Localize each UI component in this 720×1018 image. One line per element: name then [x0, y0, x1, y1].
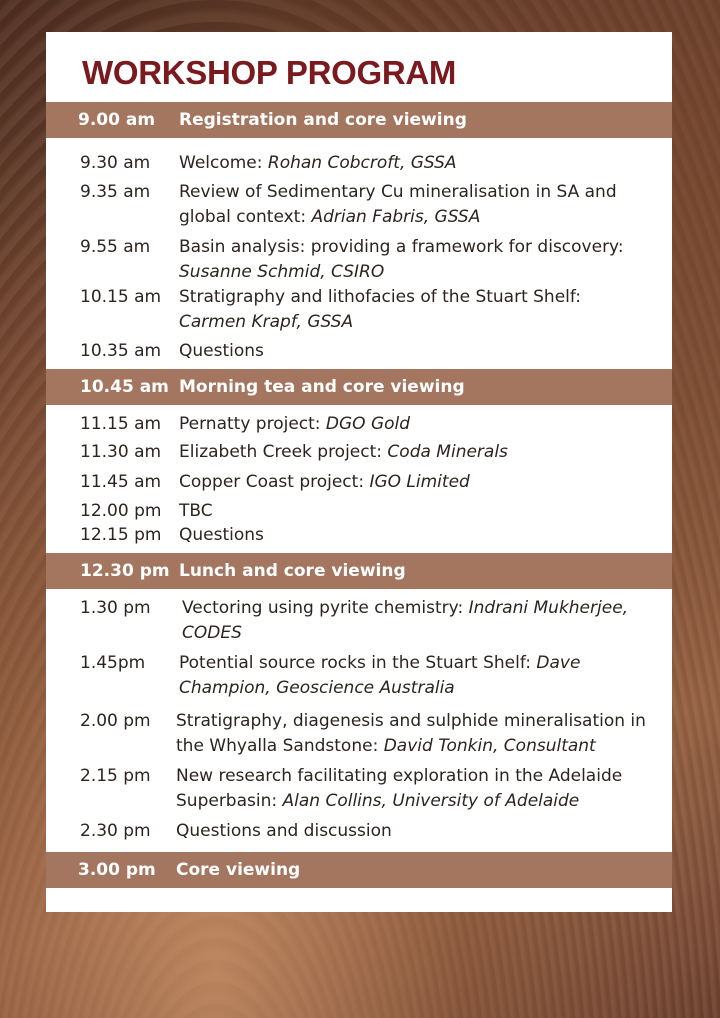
row-description [179, 412, 649, 437]
row-text: Vectoring using pyrite chemistry: [182, 598, 469, 618]
row-text: Questions [179, 525, 264, 545]
row-description [176, 819, 646, 844]
row-speaker: Coda Minerals [387, 442, 508, 462]
row-description [179, 440, 649, 465]
row-text: Questions [179, 341, 264, 361]
section-header-core-viewing [46, 852, 672, 888]
row-time: 10.35 am [80, 341, 162, 361]
row-speaker: Rohan Cobcroft, GSSA [267, 153, 457, 173]
program-card [46, 32, 672, 912]
row-speaker: Alan Collins, University of Adelaide [282, 791, 580, 811]
row-description [179, 523, 649, 548]
row-text: Elizabeth Creek project: [179, 442, 388, 462]
section-time: 3.00 pm [78, 860, 156, 880]
row-time: 9.30 am [80, 153, 151, 173]
section-header-lunch [46, 553, 672, 589]
section-label: Morning tea and core viewing [179, 377, 465, 397]
row-description [176, 709, 654, 759]
row-speaker: Carmen Krapf, GSSA [179, 312, 354, 332]
row-text: Potential source rocks in the Stuart Shelf: [179, 653, 537, 673]
row-time: 2.00 pm [80, 711, 151, 731]
row-time: 1.45pm [80, 653, 146, 673]
section-header-morning-tea [46, 369, 672, 405]
row-text: Welcome: [179, 153, 268, 173]
row-time: 9.35 am [80, 182, 151, 202]
section-label: Core viewing [176, 860, 301, 880]
row-time: 2.15 pm [80, 766, 151, 786]
row-speaker: Adrian Fabris, GSSA [311, 207, 481, 227]
row-description [179, 235, 649, 285]
row-speaker: Dave Champion, Geoscience Australia [179, 653, 581, 698]
section-time: 9.00 am [78, 110, 156, 130]
row-text: Stratigraphy, diagenesis and sulphide mineralisation in the Whyalla Sandstone: [176, 711, 646, 756]
row-speaker: Susanne Schmid, CSIRO [179, 262, 385, 282]
row-description [179, 151, 649, 176]
row-description [179, 499, 649, 524]
section-header-registration [46, 102, 672, 138]
section-time: 12.30 pm [80, 561, 170, 581]
row-text: Basin analysis: providing a framework for discovery: [179, 237, 624, 257]
row-time: 9.55 am [80, 237, 151, 257]
row-text: New research facilitating exploration in the Adelaide Superbasin: [176, 766, 623, 811]
row-speaker: DGO Gold [325, 414, 411, 434]
row-description [179, 339, 649, 364]
section-label: Lunch and core viewing [179, 561, 406, 581]
row-speaker: Indrani Mukherjee, CODES [182, 598, 629, 643]
row-time: 10.15 am [80, 287, 162, 307]
row-description [179, 285, 649, 335]
page-title: WORKSHOP PROGRAM [82, 54, 457, 91]
row-description [179, 651, 649, 701]
row-description [176, 764, 654, 814]
row-speaker: David Tonkin, Consultant [383, 736, 596, 756]
section-label: Registration and core viewing [179, 110, 467, 130]
row-description [179, 470, 649, 495]
row-text: Stratigraphy and lithofacies of the Stuart Shelf: [179, 287, 581, 307]
row-text: Pernatty project: [179, 414, 326, 434]
row-time: 11.30 am [80, 442, 162, 462]
row-text: Questions and discussion [176, 821, 392, 841]
row-time: 1.30 pm [80, 598, 151, 618]
row-time: 11.45 am [80, 472, 162, 492]
row-time: 12.15 pm [80, 525, 162, 545]
row-text: TBC [179, 501, 213, 521]
row-time: 2.30 pm [80, 821, 151, 841]
row-time: 12.00 pm [80, 501, 162, 521]
row-description [179, 180, 649, 230]
section-time: 10.45 am [80, 377, 169, 397]
row-text: Copper Coast project: [179, 472, 370, 492]
row-description [182, 596, 652, 646]
row-text: Review of Sedimentary Cu mineralisation in SA and global context: [179, 182, 617, 227]
row-time: 11.15 am [80, 414, 162, 434]
row-speaker: IGO Limited [369, 472, 470, 492]
